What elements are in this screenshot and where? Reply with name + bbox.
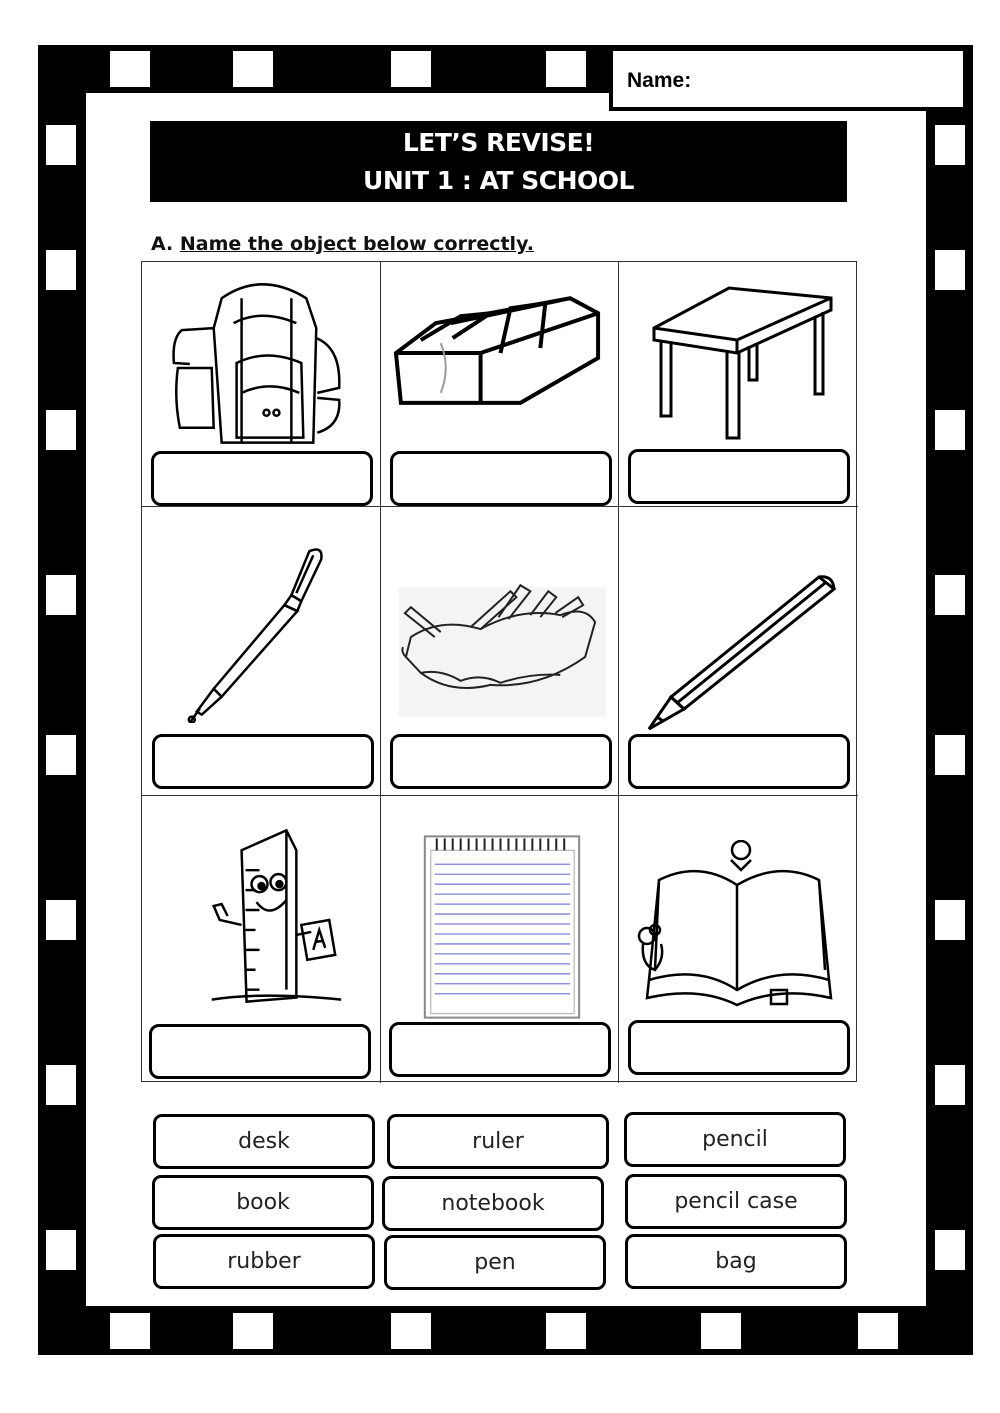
picture-cell <box>142 796 381 1083</box>
pen-icon <box>142 537 380 723</box>
word-bank-item[interactable]: rubber <box>153 1234 375 1289</box>
rubber-icon <box>381 268 618 454</box>
instruction-text: Name the object below correctly. <box>179 233 534 255</box>
picture-cell <box>142 262 381 507</box>
picture-cell <box>619 507 858 796</box>
answer-box[interactable] <box>149 1024 371 1079</box>
book-icon <box>619 840 858 1010</box>
answer-box[interactable] <box>628 1020 850 1075</box>
film-hole <box>110 1313 150 1349</box>
answer-box[interactable] <box>389 1022 611 1077</box>
film-hole <box>935 900 965 940</box>
film-hole <box>935 1065 965 1105</box>
picture-cell <box>142 507 381 796</box>
answer-box[interactable] <box>390 734 612 789</box>
picture-cell <box>381 507 619 796</box>
film-hole <box>935 1230 965 1270</box>
picture-cell <box>381 796 619 1083</box>
section-letter: A. <box>151 233 174 255</box>
answer-box[interactable] <box>390 451 612 506</box>
answer-box[interactable] <box>628 734 850 789</box>
film-hole <box>46 410 76 450</box>
film-hole <box>233 51 273 87</box>
film-hole <box>46 1230 76 1270</box>
section-a-instruction <box>151 233 534 255</box>
word-bank-item[interactable]: bag <box>625 1234 847 1289</box>
film-hole <box>233 1313 273 1349</box>
film-hole <box>391 1313 431 1349</box>
title-line-1: LET’S REVISE! <box>402 128 595 157</box>
film-hole <box>46 735 76 775</box>
word-bank-item[interactable]: pencil case <box>625 1174 847 1229</box>
ruler-icon <box>142 820 380 1010</box>
film-hole <box>935 125 965 165</box>
backpack-icon <box>142 268 380 454</box>
pencil-case-icon <box>381 577 618 722</box>
title-line-2: UNIT 1 : AT SCHOOL <box>363 166 634 195</box>
answer-box[interactable] <box>152 734 374 789</box>
film-hole <box>935 575 965 615</box>
film-hole <box>935 410 965 450</box>
film-hole <box>46 125 76 165</box>
name-label: Name: <box>627 69 692 92</box>
notebook-icon <box>381 830 618 1020</box>
word-bank-item[interactable]: book <box>152 1175 374 1230</box>
film-hole <box>935 250 965 290</box>
picture-cell <box>619 262 858 507</box>
film-hole <box>46 250 76 290</box>
answer-box[interactable] <box>151 451 373 506</box>
film-hole <box>110 51 150 87</box>
film-hole <box>46 1065 76 1105</box>
desk-icon <box>619 268 858 454</box>
film-hole <box>391 51 431 87</box>
pencil-icon <box>619 557 858 737</box>
answer-box[interactable] <box>628 449 850 504</box>
film-hole <box>701 1313 741 1349</box>
film-hole <box>46 900 76 940</box>
film-hole <box>46 575 76 615</box>
word-bank-item[interactable]: notebook <box>382 1176 604 1231</box>
word-bank-item[interactable]: ruler <box>387 1114 609 1169</box>
name-field[interactable] <box>609 47 967 111</box>
word-bank-item[interactable]: desk <box>153 1114 375 1169</box>
picture-cell <box>619 796 858 1083</box>
picture-cell <box>381 262 619 507</box>
word-bank-item[interactable]: pencil <box>624 1112 846 1167</box>
film-hole <box>546 51 586 87</box>
film-hole <box>935 735 965 775</box>
film-hole <box>546 1313 586 1349</box>
picture-grid <box>141 261 857 1082</box>
word-bank-item[interactable]: pen <box>384 1235 606 1290</box>
title-banner <box>150 121 847 202</box>
film-hole <box>858 1313 898 1349</box>
